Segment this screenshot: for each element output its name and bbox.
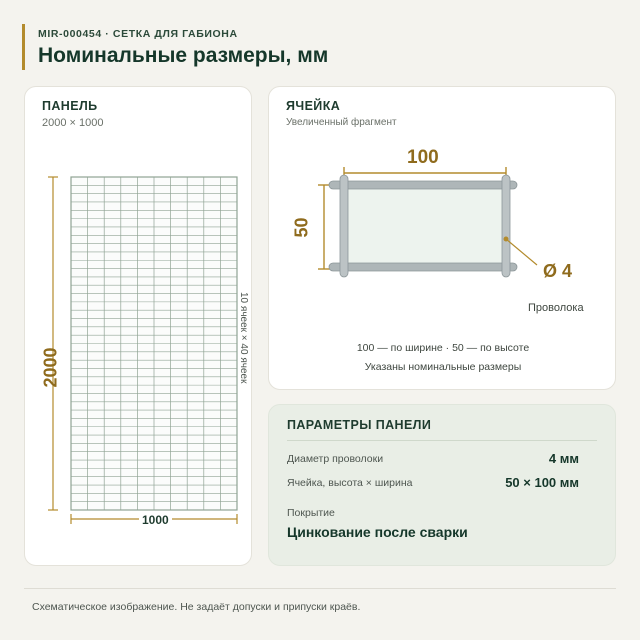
cell-caption-nominal: Указаны номинальные размеры <box>364 361 522 373</box>
cell-height-label: 50 <box>291 217 312 238</box>
panel-mesh-grid <box>71 177 237 510</box>
panel-size: 2000 × 1000 <box>42 117 104 129</box>
param-cell-label: Ячейка, высота × ширина <box>287 477 413 489</box>
param-row-coating <box>287 507 579 519</box>
footer-divider <box>24 588 616 589</box>
params-title: ПАРАМЕТРЫ ПАНЕЛИ <box>287 418 432 432</box>
footer-note: Схематическое изображение. Не задаёт допуски и припуски краёв. <box>32 601 361 613</box>
panel-cells-note: 10 ячеек × 40 ячеек <box>238 292 249 384</box>
product-code: MIR-000454 · СЕТКА ДЛЯ ГАБИОНА <box>38 28 238 40</box>
cell-title: ЯЧЕЙКА <box>286 99 341 113</box>
panel-title: ПАНЕЛЬ <box>42 99 98 113</box>
wire-diameter-label: Ø 4 <box>543 261 573 281</box>
cell-width-label: 100 <box>407 147 439 168</box>
param-cell-value: 50 × 100 мм <box>505 475 579 490</box>
cell-interior <box>344 187 506 267</box>
params-card <box>268 404 616 566</box>
cell-wire-bottom <box>329 263 517 271</box>
panel-diagram <box>25 87 253 567</box>
wire-diameter-leader <box>506 239 537 265</box>
param-wire-diameter-value: 4 мм <box>548 451 579 466</box>
cell-card <box>268 86 616 390</box>
param-wire-diameter-label: Диаметр проволоки <box>287 453 384 465</box>
cell-caption-dimensions: 100 — по ширине · 50 — по высоте <box>356 342 530 354</box>
panel-height-label: 2000 <box>40 347 61 388</box>
cell-wire-top <box>329 181 517 189</box>
param-row-cell <box>287 477 579 489</box>
cell-wire-left <box>340 175 348 277</box>
panel-width-label: 1000 <box>139 513 172 527</box>
cell-wire-right <box>502 175 510 277</box>
cell-subtitle: Увеличенный фрагмент <box>286 117 397 128</box>
param-row-wire-diameter <box>287 453 579 465</box>
header-accent-bar <box>22 24 25 70</box>
param-coating-value: Цинкование после сварки <box>287 524 468 540</box>
param-coating-label: Покрытие <box>287 507 335 519</box>
wire-caption: Проволока <box>528 302 584 314</box>
params-divider <box>287 440 597 441</box>
page-title: Номинальные размеры, мм <box>38 44 329 67</box>
panel-card <box>24 86 252 566</box>
